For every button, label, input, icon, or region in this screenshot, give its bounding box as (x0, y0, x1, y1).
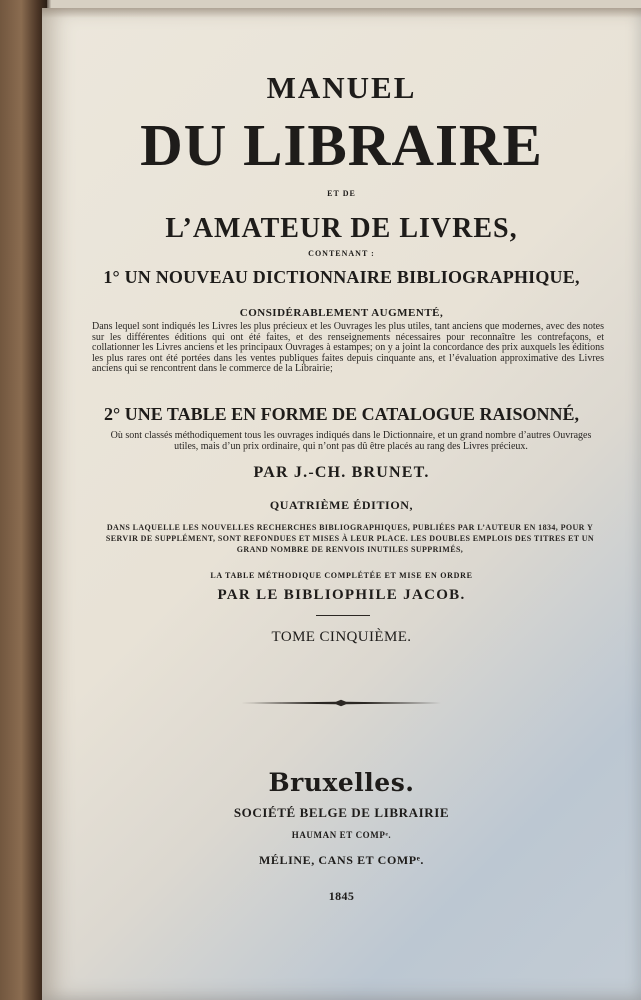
title-connector: ET DE (327, 189, 356, 198)
publisher-line-2: HAUMAN ET COMPᵉ. (291, 830, 392, 840)
book-binding (0, 0, 47, 1000)
table-note: LA TABLE MÉTHODIQUE COMPLÉTÉE ET MISE EN ORDRE (210, 571, 473, 580)
publisher-line-3: MÉLINE, CANS ET COMPᵉ. (258, 853, 425, 867)
edition-notes-paragraph: DANS LAQUELLE LES NOUVELLES RECHERCHES BIBLIOGRAPHIQUES, PUBLIÉES PAR L’AUTEUR EN 1834, POUR Y SERVIR DE SUPPLÉMENT, SONT REFONDUES ET MISES À LEUR PLACE. LES DOUBLES EMPLOIS DES TITRES ET UN GRAND NOMBRE DE RENVOIS INUTILES SUPPRIMÉS, (105, 523, 595, 554)
editor-line: PAR LE BIBLIOPHILE JACOB. (217, 587, 466, 603)
title-page (42, 8, 641, 1000)
title-du-libraire: DU LIBRAIRE (140, 112, 543, 178)
author-line: PAR J.-CH. BRUNET. (253, 464, 430, 481)
publication-year: 1845 (328, 889, 355, 903)
volume-line: TOME CINQUIÈME. (271, 629, 412, 645)
page-top-shadow (42, 8, 641, 18)
description-paragraph-2: Où sont classés méthodiquement tous les ouvrages indiqués dans le Dictionnaire, et un grand nombre d’autres Ouvrages utiles, mais d’un prix ordinaire, qui n’ont pas dû être placés au rang des Livres précieux. (110, 430, 592, 452)
decorative-rule-ornament (241, 699, 441, 707)
section-2-heading: 2° UNE TABLE EN FORME DE CATALOGUE RAISONNÉ, (104, 404, 579, 424)
title-amateur-de-livres: L’AMATEUR DE LIVRES, (165, 213, 518, 244)
considerablement-augmente: CONSIDÉRABLEMENT AUGMENTÉ, (239, 307, 444, 319)
publication-city: Bruxelles. (268, 768, 415, 797)
contenant-label: CONTENANT : (308, 249, 375, 258)
short-rule-divider (316, 615, 370, 616)
publisher-line-1: SOCIÉTÉ BELGE DE LIBRAIRIE (233, 805, 450, 820)
edition-line: QUATRIÈME ÉDITION, (269, 498, 414, 512)
section-1-heading: 1° UN NOUVEAU DICTIONNAIRE BIBLIOGRAPHIQUE, (103, 267, 580, 287)
title-manuel: MANUEL (266, 70, 417, 105)
description-paragraph-1: Dans lequel sont indiqués les Livres les plus précieux et les Ouvrages les plus utiles, tant anciens que modernes, avec des notes sur les différentes éditions qui ont été faites, et des renseignements nécessaires pour reconnaître les contrefaçons, et collationner les Livres anciens et les principaux Ouvrages à estampes; on y a joint la concordance des prix auxquels les éditions les plus rares ont été portées dans les ventes publiques faites depuis cinquante ans, et l’évaluation approximative des Livres anciens qui se rencontrent dans le commerce de la Librairie; (92, 321, 604, 374)
